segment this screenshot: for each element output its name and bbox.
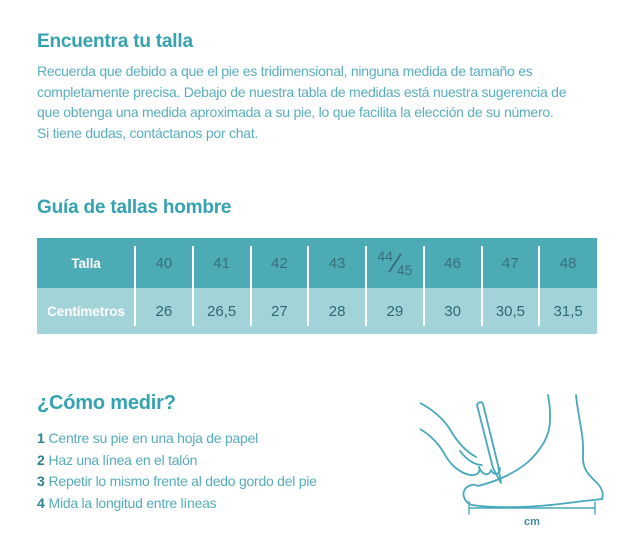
foot-measure-illustration [420, 389, 620, 534]
step-number: 2 [37, 451, 45, 468]
cm-cell: 29 [366, 288, 424, 334]
measure-step [37, 450, 317, 472]
page-title: Encuentra tu talla [37, 31, 193, 52]
intro-paragraph [37, 61, 566, 143]
size-44: 44 [377, 248, 393, 264]
foot-sole-line [472, 499, 602, 507]
size-45: 45 [396, 262, 413, 278]
cm-cell: 31,5 [539, 288, 597, 334]
size-column [308, 238, 366, 334]
step-text: Haz una línea en el talón [48, 451, 198, 468]
size-table [37, 238, 597, 334]
table-label-column [37, 238, 135, 334]
size-column [482, 238, 540, 334]
size-cell: 41 [193, 238, 251, 288]
step-text: Repetir lo mismo frente al dedo gordo del pie [48, 473, 317, 490]
hand-outline [420, 403, 476, 457]
leg-heel-outline [576, 395, 603, 499]
size-column [539, 238, 597, 334]
cm-cell: 28 [308, 288, 366, 334]
row-label-centimetros: Centímetros [37, 288, 135, 334]
cm-cell: 26 [135, 288, 193, 334]
row-label-talla: Talla [37, 238, 135, 288]
foot-instep-line [463, 395, 550, 505]
step-number: 3 [37, 473, 45, 490]
size-cell: 40 [135, 238, 193, 288]
hand-lower-outline [420, 429, 480, 475]
size-cell: 43 [308, 238, 366, 288]
size-cell: 42 [251, 238, 309, 288]
measure-step [37, 428, 317, 450]
step-text: Mida la longitud entre líneas [48, 494, 217, 511]
size-table-title: Guía de tallas hombre [37, 197, 232, 218]
size-cell: 46 [424, 238, 482, 288]
measure-step [37, 471, 317, 493]
step-text: Centre su pie en una hoja de papel [48, 430, 258, 446]
intro-line: Si tiene dudas, contáctanos por chat. [37, 124, 259, 141]
size-column [251, 238, 309, 334]
intro-line: que obtenga una medida aproximada a su pie, lo que facilita la elección de su número. [37, 104, 554, 120]
cm-cell: 30,5 [482, 288, 540, 334]
size-column [193, 238, 251, 334]
intro-line: completamente precisa. Debajo de nuestra tabla de medidas está nuestra sugerencia de [37, 83, 567, 100]
measure-step [37, 493, 317, 515]
size-column [424, 238, 482, 334]
measure-steps-list [37, 428, 317, 514]
hand-finger-bumps [479, 467, 500, 474]
cm-label: cm [524, 516, 540, 528]
size-cell-44-45 [366, 238, 424, 288]
cm-cell: 30 [424, 288, 482, 334]
size-column [366, 238, 424, 334]
size-cell: 47 [482, 238, 540, 288]
size-cell: 48 [539, 238, 597, 288]
size-column [135, 238, 193, 334]
step-number: 1 [37, 430, 45, 446]
intro-line: Recuerda que debido a que el pie es tridimensional, ninguna medida de tamaño es [37, 63, 533, 79]
cm-cell: 26,5 [193, 288, 251, 334]
how-to-measure-title: ¿Cómo medir? [37, 392, 176, 414]
cm-cell: 27 [251, 288, 309, 334]
step-number: 4 [37, 494, 45, 511]
